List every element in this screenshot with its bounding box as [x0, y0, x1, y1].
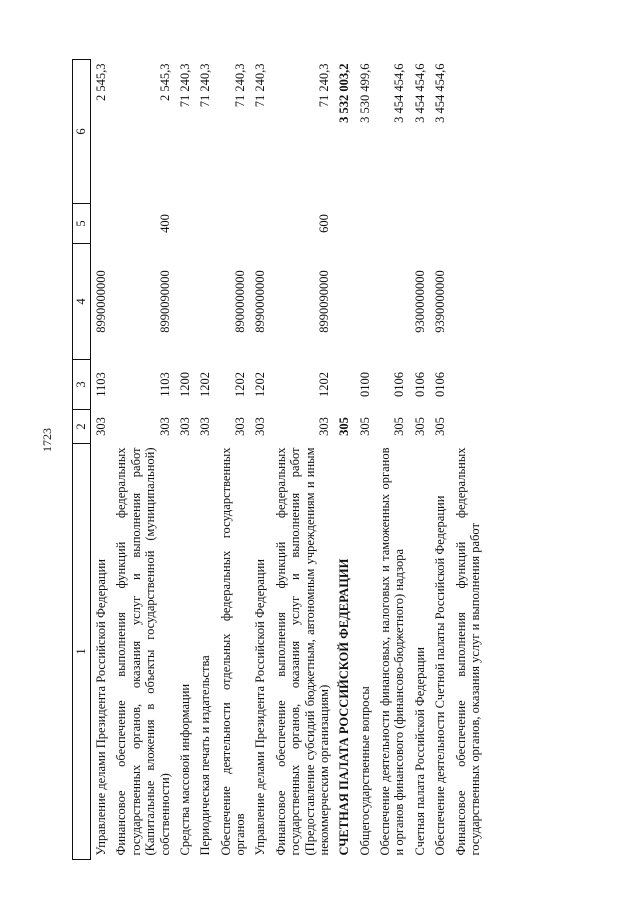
code-target-cell [355, 244, 375, 360]
code-ministry-cell: 303 [253, 417, 268, 436]
code-ministry-cell [451, 410, 486, 444]
code-section-cell: 1202 [198, 372, 213, 397]
code-target-cell [375, 244, 410, 360]
table-row [375, 60, 410, 860]
code-section-cell: 1103 [94, 372, 108, 397]
table-row [195, 60, 215, 860]
code-expense-type-cell [451, 204, 486, 244]
code-ministry-cell: 303 [233, 417, 247, 436]
row-name-cell: Финансовое обеспечение выполнения функций федеральных государственных органов, оказания услуг и выполнения работ (Капитальные вложения в объекты государственной (муниципальной) собственности) [114, 447, 172, 856]
header-cell: 2 [73, 410, 91, 444]
code-target-cell: 9300000000 [412, 270, 427, 333]
code-ministry-cell: 305 [433, 417, 448, 436]
code-target-cell [195, 244, 215, 360]
code-ministry-cell: 303 [198, 417, 213, 436]
table-row [91, 60, 112, 860]
amount-cell: 71 240,3 [233, 63, 247, 108]
code-expense-type-cell: 400 [157, 214, 172, 233]
code-expense-type-cell [216, 204, 251, 244]
code-section-cell: 1202 [233, 372, 247, 397]
row-name-cell: Финансовое обеспечение выполнения функций федеральных государственных органов, оказания услуг и выполнения работ [453, 447, 482, 856]
row-name-cell: Обеспечение деятельности Счетной палаты Российской Федерации [433, 495, 448, 856]
code-section-cell: 1202 [253, 372, 268, 397]
code-expense-type-cell [250, 204, 270, 244]
code-ministry-cell: 303 [157, 417, 172, 436]
code-target-cell: 8900000000 [233, 270, 247, 333]
code-section-cell: 1202 [316, 372, 331, 397]
rotated-page [72, 60, 612, 860]
code-expense-type-cell [334, 204, 354, 244]
code-section-cell: 1103 [157, 372, 172, 397]
page-number: 1723 [40, 428, 54, 452]
amount-cell: 71 240,3 [177, 63, 192, 108]
row-name-cell: Управление делами Президента Российской Федерации [253, 559, 268, 856]
code-section-cell [451, 360, 486, 410]
amount-cell: 71 240,3 [253, 63, 268, 108]
code-target-cell: 9390000000 [433, 270, 448, 333]
code-target-cell: 8990000000 [253, 270, 268, 333]
code-ministry-cell: 305 [412, 417, 427, 436]
code-section-cell: 0106 [392, 372, 407, 397]
code-target-cell [451, 244, 486, 360]
header-cell: 6 [73, 60, 91, 204]
code-target-cell: 8990090000 [157, 270, 172, 333]
header-cell: 3 [73, 360, 91, 410]
code-expense-type-cell: 600 [316, 214, 331, 233]
row-name-cell: Периодическая печать и издательства [198, 655, 213, 856]
code-ministry-cell: 303 [316, 417, 331, 436]
code-expense-type-cell [195, 204, 215, 244]
row-name-cell: Финансовое обеспечение выполнения функций федеральных государственных органов, оказания услуг и выполнения работ (Предоставление субсидий бюджетным, автономным учреждениям и иным некоммерческим организациям) [273, 447, 331, 856]
row-name-cell: Управление делами Президента Российской Федерации [94, 559, 108, 856]
table-row [271, 60, 335, 860]
row-name-cell: СЧЕТНАЯ ПАЛАТА РОССИЙСКОЙ ФЕДЕРАЦИИ [337, 558, 352, 856]
row-name-cell: Счетная палата Российской Федерации [412, 647, 427, 856]
header-row [73, 60, 91, 860]
code-section-cell [334, 360, 354, 410]
row-name-cell: Обеспечение деятельности финансовых, налоговых и таможенных органов и органов финансового (финансово-бюджетного) надзора [378, 447, 407, 856]
budget-table [72, 59, 485, 860]
header-cell: 1 [73, 444, 91, 860]
amount-cell: 71 240,3 [316, 63, 331, 108]
code-expense-type-cell [91, 204, 112, 244]
table-row [430, 60, 450, 860]
code-target-cell [334, 244, 354, 360]
table-row [250, 60, 270, 860]
code-expense-type-cell [355, 204, 375, 244]
code-ministry-cell: 303 [177, 417, 192, 436]
code-ministry-cell: 305 [357, 417, 372, 436]
code-section-cell: 0106 [433, 372, 448, 397]
code-expense-type-cell [375, 204, 410, 244]
code-ministry-cell: 303 [94, 417, 108, 436]
amount-cell: 2 545,3 [94, 63, 108, 101]
code-ministry-cell: 305 [392, 417, 407, 436]
table-row [451, 60, 486, 860]
amount-cell: 2 545,3 [157, 63, 172, 101]
row-name-cell: Общегосударственные вопросы [357, 686, 372, 856]
header-cell: 5 [73, 204, 91, 244]
code-target-cell [175, 244, 195, 360]
amount-cell: 3 454 454,6 [392, 63, 407, 123]
amount-cell: 3 532 003,2 [337, 63, 352, 123]
code-target-cell: 8990090000 [316, 270, 331, 333]
table-row [410, 60, 430, 860]
amount-cell: 3 454 454,6 [412, 63, 427, 123]
code-target-cell: 8990000000 [94, 270, 108, 333]
header-cell: 4 [73, 244, 91, 360]
amount-cell [451, 60, 486, 204]
code-expense-type-cell [430, 204, 450, 244]
row-name-cell: Средства массовой информации [177, 683, 192, 856]
table-row [216, 60, 251, 860]
table-row [111, 60, 175, 860]
code-section-cell: 0106 [412, 372, 427, 397]
table-row [175, 60, 195, 860]
amount-cell: 3 454 454,6 [433, 63, 448, 123]
code-expense-type-cell [175, 204, 195, 244]
code-ministry-cell: 305 [337, 417, 352, 436]
amount-cell: 71 240,3 [198, 63, 213, 108]
table-row [355, 60, 375, 860]
amount-cell: 3 530 499,6 [357, 63, 372, 123]
code-section-cell: 1200 [177, 372, 192, 397]
code-expense-type-cell [410, 204, 430, 244]
table-row [334, 60, 354, 860]
row-name-cell: Обеспечение деятельности отдельных федеральных государственных органов [218, 447, 247, 856]
code-section-cell: 0100 [357, 372, 372, 397]
